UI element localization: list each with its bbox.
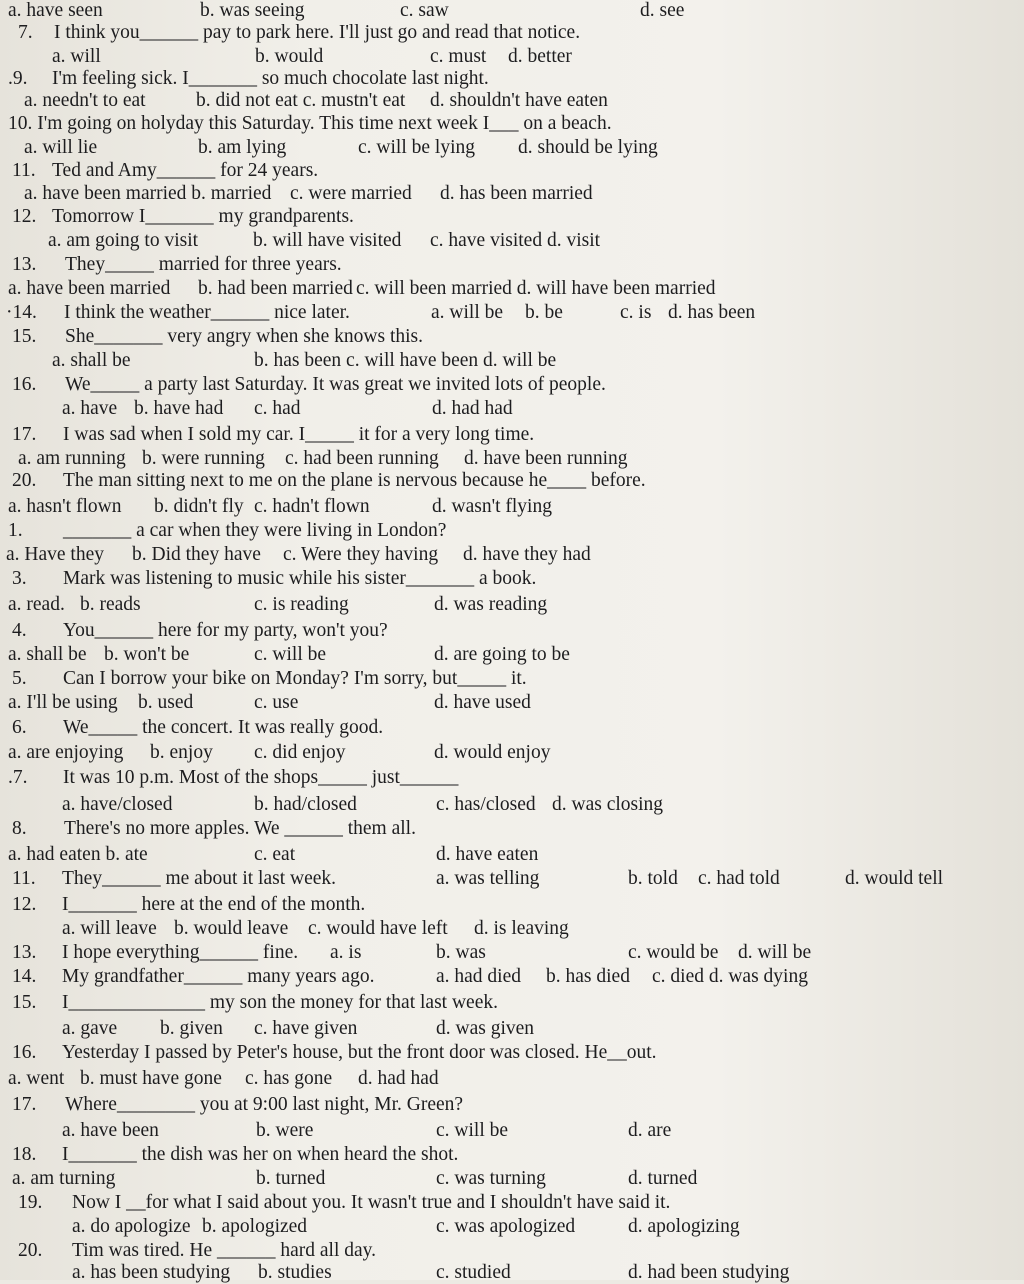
l3-part-2: c. must [430,46,487,67]
l53-part-2: c. studied [436,1262,511,1283]
l37-part-0: 11. [12,868,36,889]
l24-part-3: d. have they had [463,544,591,565]
l20-part-2: c. had been running [285,448,439,469]
l14-part-5: d. has been [668,302,756,323]
l41-part-3: b. has died [546,966,630,987]
l13-part-1: b. had been married [198,278,353,299]
l45-part-2: c. has gone [245,1068,333,1089]
l49-part-3: d. turned [628,1168,698,1189]
l50-part-0: 19. [18,1192,43,1213]
l1-part-1: b. was seeing [200,0,305,21]
l37-part-1: They______ me about it last week. [62,868,337,889]
l30-part-3: d. have used [434,692,531,713]
l26-part-1: b. reads [80,594,141,615]
l13-part-0: a. have been married [8,278,171,299]
l14-part-0: ·14. [6,302,37,323]
l4-part-1: I'm feeling sick. I_______ so much chocolate last night. [52,68,489,89]
l24-part-0: a. Have they [6,544,104,565]
l8-part-1: Ted and Amy______ for 24 years. [52,160,319,181]
l28-part-0: a. shall be [8,644,87,665]
l35-part-0: 8. [12,818,27,839]
l40-part-0: 13. [12,942,37,963]
l23-part-1: _______ a car when they were living in London? [63,520,447,541]
l14-part-1: I think the weather______ nice later. [64,302,350,323]
l5-part-1: b. did not eat c. mustn't eat [196,90,406,111]
l52-part-0: 20. [18,1240,43,1261]
l37-part-3: b. told [628,868,678,889]
l42-part-1: I______________ my son the money for that last week. [62,992,498,1013]
l47-part-3: d. are [628,1120,672,1141]
l36-part-0: a. had eaten b. ate [8,844,148,865]
l7-part-3: d. should be lying [518,137,658,158]
l40-part-3: b. was [436,942,486,963]
l4-part-0: .9. [8,68,28,89]
l37-part-5: d. would tell [845,868,944,889]
l1-part-3: d. see [640,0,685,21]
l3-part-1: b. would [255,46,324,67]
l34-part-1: b. had/closed [254,794,357,815]
l25-part-0: 3. [12,568,27,589]
l21-part-1: The man sitting next to me on the plane is nervous because he____ before. [63,470,646,491]
l39-part-1: b. would leave [174,918,289,939]
l38-part-1: I_______ here at the end of the month. [62,894,366,915]
l27-part-1: You______ here for my party, won't you? [63,620,388,641]
l24-part-1: b. Did they have [132,544,261,565]
l53-part-3: d. had been studying [628,1262,790,1283]
l43-part-2: c. have given [254,1018,358,1039]
l16-part-0: a. shall be [52,350,131,371]
l47-part-1: b. were [256,1120,314,1141]
l34-part-3: d. was closing [552,794,664,815]
l17-part-1: We_____ a party last Saturday. It was great we invited lots of people. [65,374,606,395]
l10-part-1: Tomorrow I_______ my grandparents. [52,206,354,227]
l15-part-0: 15. [12,326,37,347]
l10-part-0: 12. [12,206,37,227]
l18-part-0: a. have [62,398,118,419]
l45-part-3: d. had had [358,1068,439,1089]
l41-part-0: 14. [12,966,37,987]
l19-part-1: I was sad when I sold my car. I_____ it for a very long time. [63,424,535,445]
l17-part-0: 16. [12,374,37,395]
l3-part-0: a. will [52,46,101,67]
l48-part-1: I_______ the dish was her on when heard the shot. [62,1144,459,1165]
l41-part-4: c. died d. was dying [652,966,808,987]
l13-part-2: c. will been married d. will have been married [356,278,716,299]
l50-part-1: Now I __for what I said about you. It wasn't true and I shouldn't have said it. [72,1192,671,1213]
l7-part-0: a. will lie [24,137,98,158]
l12-part-1: They_____ married for three years. [65,254,342,275]
l30-part-0: a. I'll be using [8,692,118,713]
l36-part-2: d. have eaten [436,844,539,865]
l40-part-2: a. is [330,942,362,963]
l23-part-0: 1. [8,520,23,541]
l30-part-1: b. used [138,692,194,713]
l28-part-2: c. will be [254,644,327,665]
l28-part-3: d. are going to be [434,644,570,665]
l22-part-2: c. hadn't flown [254,496,370,517]
l43-part-0: a. gave [62,1018,118,1039]
l25-part-1: Mark was listening to music while his sister_______ a book. [63,568,537,589]
l44-part-1: Yesterday I passed by Peter's house, but the front door was closed. He__out. [62,1042,657,1063]
l9-part-0: a. have been married b. married [24,183,272,204]
l45-part-1: b. must have gone [80,1068,222,1089]
l39-part-0: a. will leave [62,918,157,939]
l1-part-0: a. have seen [8,0,103,21]
l8-part-0: 11. [12,160,36,181]
l35-part-1: There's no more apples. We ______ them all. [64,818,416,839]
l11-part-0: a. am going to visit [48,230,199,251]
l37-part-4: c. had told [698,868,780,889]
l19-part-0: 17. [12,424,37,445]
l2-part-0: 7. [18,22,33,43]
l5-part-2: d. shouldn't have eaten [430,90,608,111]
l48-part-0: 18. [12,1144,37,1165]
l11-part-2: c. have visited d. visit [430,230,601,251]
l3-part-3: d. better [508,46,572,67]
l41-part-1: My grandfather______ many years ago. [62,966,375,987]
l46-part-1: Where________ you at 9:00 last night, Mr. Green? [65,1094,464,1115]
l9-part-2: d. has been married [440,183,593,204]
l42-part-0: 15. [12,992,37,1013]
l34-part-2: c. has/closed [436,794,536,815]
l28-part-1: b. won't be [104,644,190,665]
l7-part-1: b. am lying [198,137,287,158]
l51-part-2: c. was apologized [436,1216,576,1237]
l47-part-2: c. will be [436,1120,509,1141]
l31-part-0: 6. [12,717,27,738]
l33-part-1: It was 10 p.m. Most of the shops_____ just______ [63,767,459,788]
l14-part-2: a. will be [431,302,504,323]
l22-part-0: a. hasn't flown [8,496,122,517]
l40-part-5: d. will be [738,942,812,963]
l27-part-0: 4. [12,620,27,641]
l36-part-1: c. eat [254,844,296,865]
l29-part-0: 5. [12,668,27,689]
l45-part-0: a. went [8,1068,65,1089]
l53-part-0: a. has been studying [72,1262,231,1283]
l22-part-1: b. didn't fly [154,496,244,517]
l11-part-1: b. will have visited [253,230,402,251]
l9-part-1: c. were married [290,183,412,204]
l52-part-1: Tim was tired. He ______ hard all day. [72,1240,377,1261]
l18-part-1: b. have had [134,398,224,419]
l29-part-1: Can I borrow your bike on Monday? I'm sorry, but_____ it. [63,668,527,689]
l16-part-1: b. has been c. will have been d. will be [254,350,557,371]
l39-part-2: c. would have left [308,918,448,939]
l14-part-4: c. is [620,302,652,323]
l2-part-1: I think you______ pay to park here. I'll just go and read that notice. [54,22,581,43]
l30-part-2: c. use [254,692,299,713]
l51-part-1: b. apologized [202,1216,308,1237]
l32-part-3: d. would enjoy [434,742,551,763]
l20-part-3: d. have been running [464,448,628,469]
l49-part-2: c. was turning [436,1168,546,1189]
l7-part-2: c. will be lying [358,137,475,158]
l5-part-0: a. needn't to eat [24,90,146,111]
l31-part-1: We_____ the concert. It was really good. [63,717,384,738]
l32-part-2: c. did enjoy [254,742,346,763]
l26-part-2: c. is reading [254,594,349,615]
l43-part-1: b. given [160,1018,223,1039]
l53-part-1: b. studies [258,1262,332,1283]
l26-part-0: a. read. [8,594,65,615]
l40-part-4: c. would be [628,942,719,963]
l15-part-1: She_______ very angry when she knows this. [65,326,423,347]
l20-part-1: b. were running [142,448,265,469]
l46-part-0: 17. [12,1094,37,1115]
l49-part-1: b. turned [256,1168,326,1189]
l24-part-2: c. Were they having [283,544,439,565]
l18-part-3: d. had had [432,398,513,419]
l18-part-2: c. had [254,398,301,419]
l47-part-0: a. have been [62,1120,159,1141]
l22-part-3: d. wasn't flying [432,496,552,517]
l6-part-0: 10. I'm going on holyday this Saturday. This time next week I___ on a beach. [8,113,612,134]
l43-part-3: d. was given [436,1018,535,1039]
l34-part-0: a. have/closed [62,794,173,815]
l49-part-0: a. am turning [12,1168,116,1189]
l21-part-0: 20. [12,470,37,491]
l32-part-0: a. are enjoying [8,742,124,763]
l20-part-0: a. am running [18,448,126,469]
l1-part-2: c. saw [400,0,449,21]
l26-part-3: d. was reading [434,594,548,615]
l32-part-1: b. enjoy [150,742,213,763]
l44-part-0: 16. [12,1042,37,1063]
l12-part-0: 13. [12,254,37,275]
l51-part-0: a. do apologize [72,1216,191,1237]
l14-part-3: b. be [525,302,563,323]
l38-part-0: 12. [12,894,37,915]
l33-part-0: .7. [8,767,28,788]
l40-part-1: I hope everything______ fine. [62,942,299,963]
l37-part-2: a. was telling [436,868,540,889]
l39-part-3: d. is leaving [474,918,569,939]
l51-part-3: d. apologizing [628,1216,740,1237]
l41-part-2: a. had died [436,966,522,987]
